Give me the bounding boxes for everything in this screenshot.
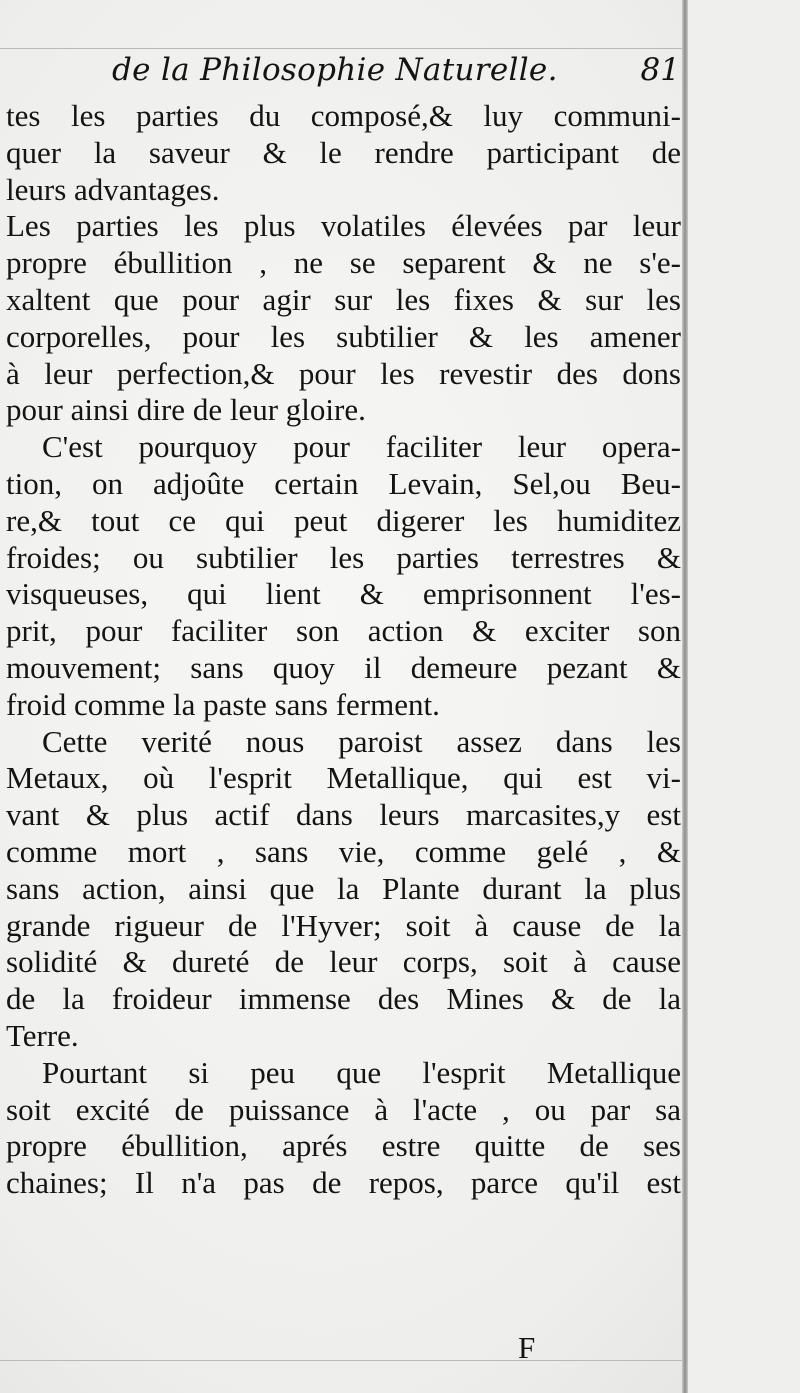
text-line: froid comme la paste sans ferment. bbox=[6, 686, 440, 722]
text-line: Terre. bbox=[6, 1017, 79, 1053]
body-text bbox=[6, 98, 681, 1202]
text-line: Metaux, où l'esprit Metallique, qui est vi- bbox=[6, 760, 681, 796]
text-line: Cette verité nous paroist assez dans les bbox=[42, 723, 681, 759]
text-line: re,& tout ce qui peut digerer les humiditez bbox=[6, 502, 681, 538]
text-line: visqueuses, qui lient & emprisonnent l'es- bbox=[6, 576, 681, 612]
text-line: grande rigueur de l'Hyver; soit à cause de la bbox=[6, 907, 681, 943]
text-line: propre ébullition, aprés estre quitte de ses bbox=[6, 1128, 681, 1164]
text-line: chaines; Il n'a pas de repos, parce qu'il est bbox=[6, 1165, 681, 1201]
page-header bbox=[100, 52, 680, 98]
text-line: sans action, ainsi que la Plante durant la plus bbox=[6, 870, 681, 906]
text-line: leurs advantages. bbox=[6, 171, 220, 207]
text-line: solidité & dureté de leur corps, soit à cause bbox=[6, 944, 681, 980]
text-line: C'est pourquoy pour faciliter leur opera- bbox=[42, 429, 681, 465]
text-line: corporelles, pour les subtilier & les amener bbox=[6, 318, 681, 354]
text-line: Les parties les plus volatiles élevées par leur bbox=[6, 208, 681, 244]
page-gutter bbox=[682, 0, 688, 1393]
bottom-rule bbox=[0, 1360, 682, 1361]
text-line: prit, pour faciliter son action & exciter son bbox=[6, 613, 681, 649]
text-line: quer la saveur & le rendre participant de bbox=[6, 134, 681, 170]
text-line: Pourtant si peu que l'esprit Metallique bbox=[42, 1054, 681, 1090]
text-line: pour ainsi dire de leur gloire. bbox=[6, 392, 366, 428]
text-line: tes les parties du composé,& luy communi- bbox=[6, 98, 681, 133]
facing-page-edge bbox=[688, 0, 800, 1393]
running-title: de la Philosophie Naturelle. bbox=[112, 52, 558, 88]
text-line: mouvement; sans quoy il demeure pezant & bbox=[6, 649, 681, 685]
text-line: froides; ou subtilier les parties terrestres & bbox=[6, 539, 681, 575]
catchword: F bbox=[518, 1330, 536, 1365]
top-rule bbox=[0, 48, 682, 49]
text-line: à leur perfection,& pour les revestir des dons bbox=[6, 355, 681, 391]
text-line: xaltent que pour agir sur les fixes & sur les bbox=[6, 281, 681, 317]
text-line: comme mort , sans vie, comme gelé , & bbox=[6, 833, 681, 869]
page-number: 81 bbox=[640, 52, 680, 88]
text-line: tion, on adjoûte certain Levain, Sel,ou Beu- bbox=[6, 465, 681, 501]
text-line: vant & plus actif dans leurs marcasites,y est bbox=[6, 797, 681, 833]
text-line: de la froideur immense des Mines & de la bbox=[6, 981, 681, 1017]
text-line: soit excité de puissance à l'acte , ou par sa bbox=[6, 1091, 681, 1127]
text-line: propre ébullition , ne se separent & ne s'e- bbox=[6, 245, 681, 281]
